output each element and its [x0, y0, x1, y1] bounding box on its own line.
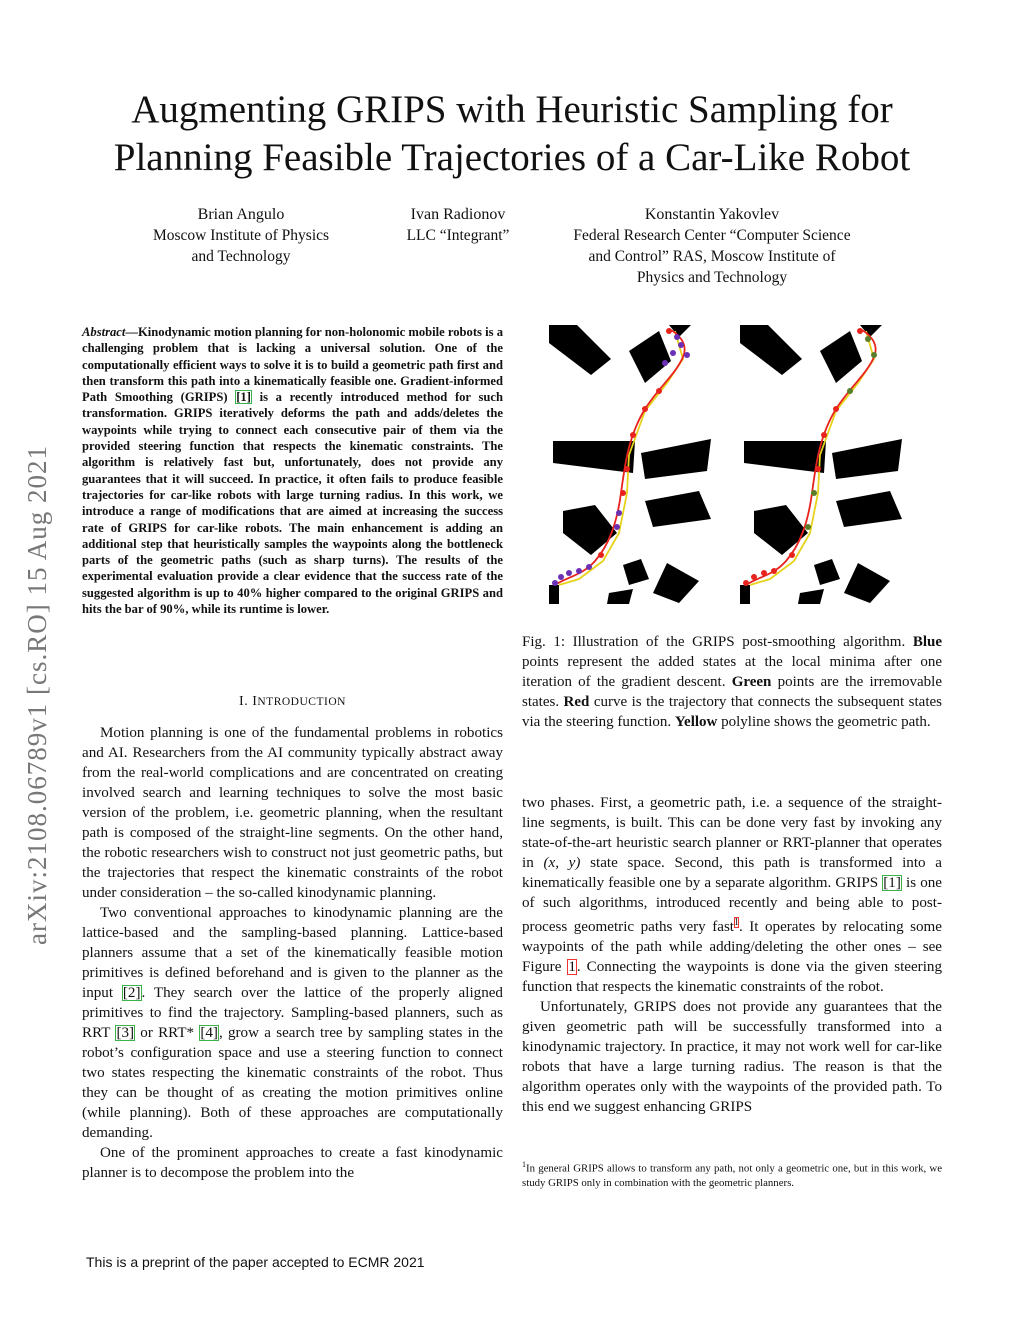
- citation-link[interactable]: [1]: [883, 875, 901, 891]
- obstacles: [740, 325, 902, 604]
- figure-link[interactable]: 1: [568, 959, 576, 976]
- citation-link[interactable]: [2]: [122, 985, 141, 1001]
- figure-caption: Fig. 1: Illustration of the GRIPS post-smoothing algorithm. Blue points represent the added states at the local minima after one iteration of the gradient descent. Green points are the irremovable states. Red curve is the trajectory that connects the subsequent states via the steering function. Yellow polyline shows the geometric path.: [522, 634, 942, 730]
- paragraph: Motion planning is one of the fundamental problems in robotics and AI. Researchers from the AI community typically abstract away from the real-world complications and are concentrated on creating involved search and learning techniques to solve the most basic version of the problem, i.e. geometric planning, when the resultant path is composed of the straight-line segments. On the other hand, the robotic researchers wish to construct not just geometric paths, but the trajectories that respect the kinematic constraints of the robot under consideration – the so-called kinodynamic planning.: [82, 725, 503, 901]
- author-block-2: Ivan Radionov LLC “Integrant”: [406, 206, 510, 244]
- citation-link[interactable]: [4]: [200, 1025, 218, 1041]
- author-block-3: Konstantin Yakovlev Federal Research Center “Computer Science and Control” RAS, Moscow Institute of Physics and Technology: [573, 206, 851, 286]
- paper-title: Augmenting GRIPS with Heuristic Sampling for Planning Feasible Trajectories of a Car-Like Robot: [113, 88, 911, 179]
- citation-link[interactable]: [1]: [236, 390, 251, 405]
- footnote: $^1$In general GRIPS allows to transform any path, not only a geometric one, but in this work, we study GRIPS only in combination with the geometric planners.: [522, 1160, 942, 1189]
- paragraph: two phases. First, a geometric path, i.e. a sequence of the straight-line segments, is built. This can be done very fast by invoking any state-of-the-art heuristic search planner or RRT-planner that operates in (x, y) state space. Second, this path is transformed into a kinematically feasible one by a separate algorithm. GRIPS [1] is one of such algorithms, introduced recently and being able to post-process geometric paths very fast$^1$. It operates by relocating some waypoints of the path while adding/deleting the other ones – see Figure 1. Connecting the waypoints is done via the given steering function that respects the kinematic constraints of the robot.: [522, 795, 943, 996]
- math-expression: (x, y): [543, 855, 581, 871]
- author-block-1: Brian Angulo Moscow Institute of Physics and Technology: [152, 206, 330, 265]
- right-column-text: [522, 793, 942, 1117]
- section-heading: I. INTRODUCTION: [239, 694, 346, 709]
- introduction-text: [82, 723, 503, 1183]
- citation-link[interactable]: [3]: [116, 1025, 135, 1041]
- footnote-link[interactable]: 1: [734, 917, 740, 928]
- preprint-notice: This is a preprint of the paper accepted to ECMR 2021: [86, 1254, 425, 1270]
- figure-panel-right: [740, 325, 902, 604]
- arxiv-identifier: arXiv:2108.06789v1 [cs.RO] 15 Aug 2021: [22, 445, 52, 945]
- abstract: Abstract—Kinodynamic motion planning for non-holonomic mobile robots is a challenging problem that is lacking a universal solution. One of the computationally efficient ways to solve it is to build a geometric path first and then transform this path into a kinematically feasible one. Gradient-informed Path Smoothing (GRIPS) [1] is a recently introduced method for such transformation. GRIPS iteratively deforms the path and adds/deletes the waypoints while trying to connect each consecutive pair of them via the provided steering function that respects the kinematic constraints. The algorithm is relatively fast but, unfortunately, does not provide any guarantees that it will succeed. In practice, it often fails to produce feasible trajectories for car-like robots with large turning radius. In this work, we introduce a range of modifications that are aimed at increasing the success rate of GRIPS for car-like robots. The main enhancement is adding an additional step that heuristically samples the waypoints along the bottleneck parts of the geometric paths (such as sharp turns). The results of the experimental evaluation provide a clear evidence that the success rate of the suggested algorithm is up to 40% higher compared to the original GRIPS and hits the bar of 90%, while its runtime is lower.: [82, 325, 503, 617]
- figure-grips-illustration: [549, 323, 942, 604]
- paragraph: One of the prominent approaches to create a fast kinodynamic planner is to decompose the problem into the: [82, 1145, 503, 1181]
- paragraph: Unfortunately, GRIPS does not provide any guarantees that the given geometric path will be successfully transformed into a kinodynamic trajectory. In practice, it may not work well for car-like robots that have a large turning radius. The reason is that the algorithm operates only with the waypoints of the provided path. To this end we suggest enhancing GRIPS: [522, 999, 942, 1116]
- obstacles: [549, 325, 711, 604]
- abstract-label: Abstract: [82, 325, 126, 339]
- paragraph: Two conventional approaches to kinodynamic planning are the lattice-based and the sampling-based planning. Lattice-based planners assume that a set of the kinematically feasible motion primitives is defined beforehand and is given to the planner as the input [2]. They search over the lattice of the properly aligned primitives to find the trajectory. Sampling-based planners, such as RRT [3] or RRT* [4], grow a search tree by sampling states in the robot’s configuration space and use a steering function to connect two states respecting the kinematic constraints of the robot. Thus they can be thought of as creating the motion primitives online (while planning). Both of these approaches are computationally demanding.: [82, 905, 503, 1141]
- figure-panel-left: [549, 325, 711, 604]
